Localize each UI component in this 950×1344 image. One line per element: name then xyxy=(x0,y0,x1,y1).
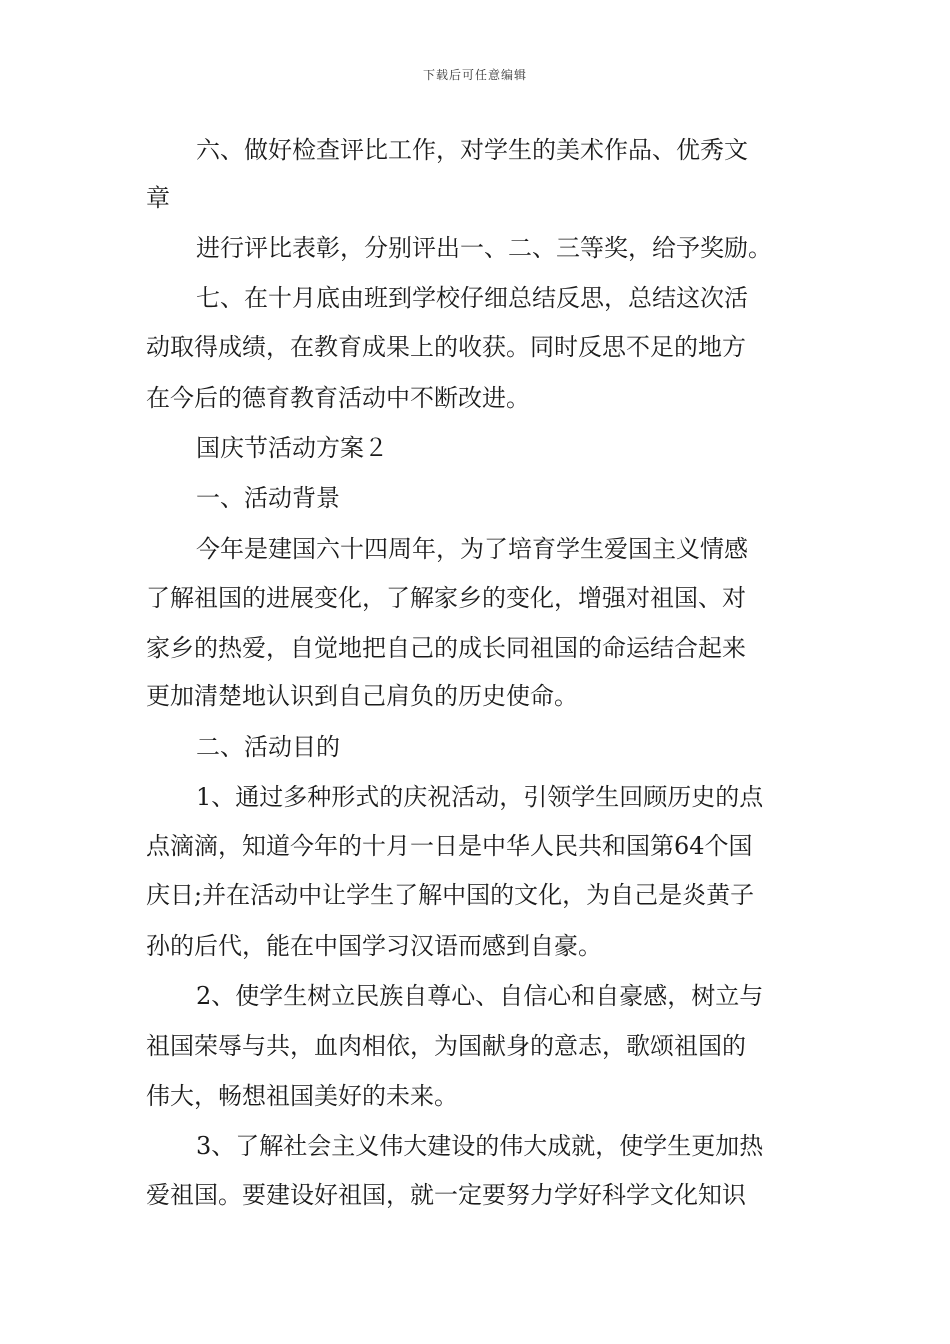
body-line: 六、做好检查评比工作，对学生的美术作品、优秀文 xyxy=(196,136,748,164)
body-line: 3、了解社会主义伟大建设的伟大成就，使学生更加热 xyxy=(196,1132,764,1160)
body-line: 今年是建国六十四周年，为了培育学生爱国主义情感 xyxy=(196,535,748,563)
body-line: 在今后的德育教育活动中不断改进。 xyxy=(146,384,530,412)
body-line: 祖国荣辱与共，血肉相依，为国献身的意志，歌颂祖国的 xyxy=(146,1032,746,1060)
section-heading: 国庆节活动方案２ xyxy=(196,434,388,462)
section-heading: 一、活动背景 xyxy=(196,484,340,512)
body-line: 章 xyxy=(146,184,170,212)
body-line: 孙的后代，能在中国学习汉语而感到自豪。 xyxy=(146,932,602,960)
body-line: 更加清楚地认识到自己肩负的历史使命。 xyxy=(146,682,578,710)
body-line: 进行评比表彰，分别评出一、二、三等奖，给予奖励。 xyxy=(196,234,772,262)
body-line: 伟大，畅想祖国美好的未来。 xyxy=(146,1082,458,1110)
body-line: 动取得成绩，在教育成果上的收获。同时反思不足的地方 xyxy=(146,333,746,361)
page-header-note: 下载后可任意编辑 xyxy=(422,68,527,82)
section-heading: 二、活动目的 xyxy=(196,733,340,761)
body-line: 家乡的热爱，自觉地把自己的成长同祖国的命运结合起来 xyxy=(146,634,746,662)
body-line: 1、通过多种形式的庆祝活动，引领学生回顾历史的点 xyxy=(196,783,764,811)
body-line: 了解祖国的进展变化，了解家乡的变化，增强对祖国、对 xyxy=(146,584,746,612)
body-line: 爱祖国。要建设好祖国，就一定要努力学好科学文化知识 xyxy=(146,1181,746,1209)
body-line: 庆日;并在活动中让学生了解中国的文化，为自己是炎黄子 xyxy=(146,881,755,909)
body-line: 点滴滴，知道今年的十月一日是中华人民共和国第64个国 xyxy=(146,832,753,860)
body-line: 七、在十月底由班到学校仔细总结反思，总结这次活 xyxy=(196,284,748,312)
body-line: 2、使学生树立民族自尊心、自信心和自豪感，树立与 xyxy=(196,982,764,1010)
